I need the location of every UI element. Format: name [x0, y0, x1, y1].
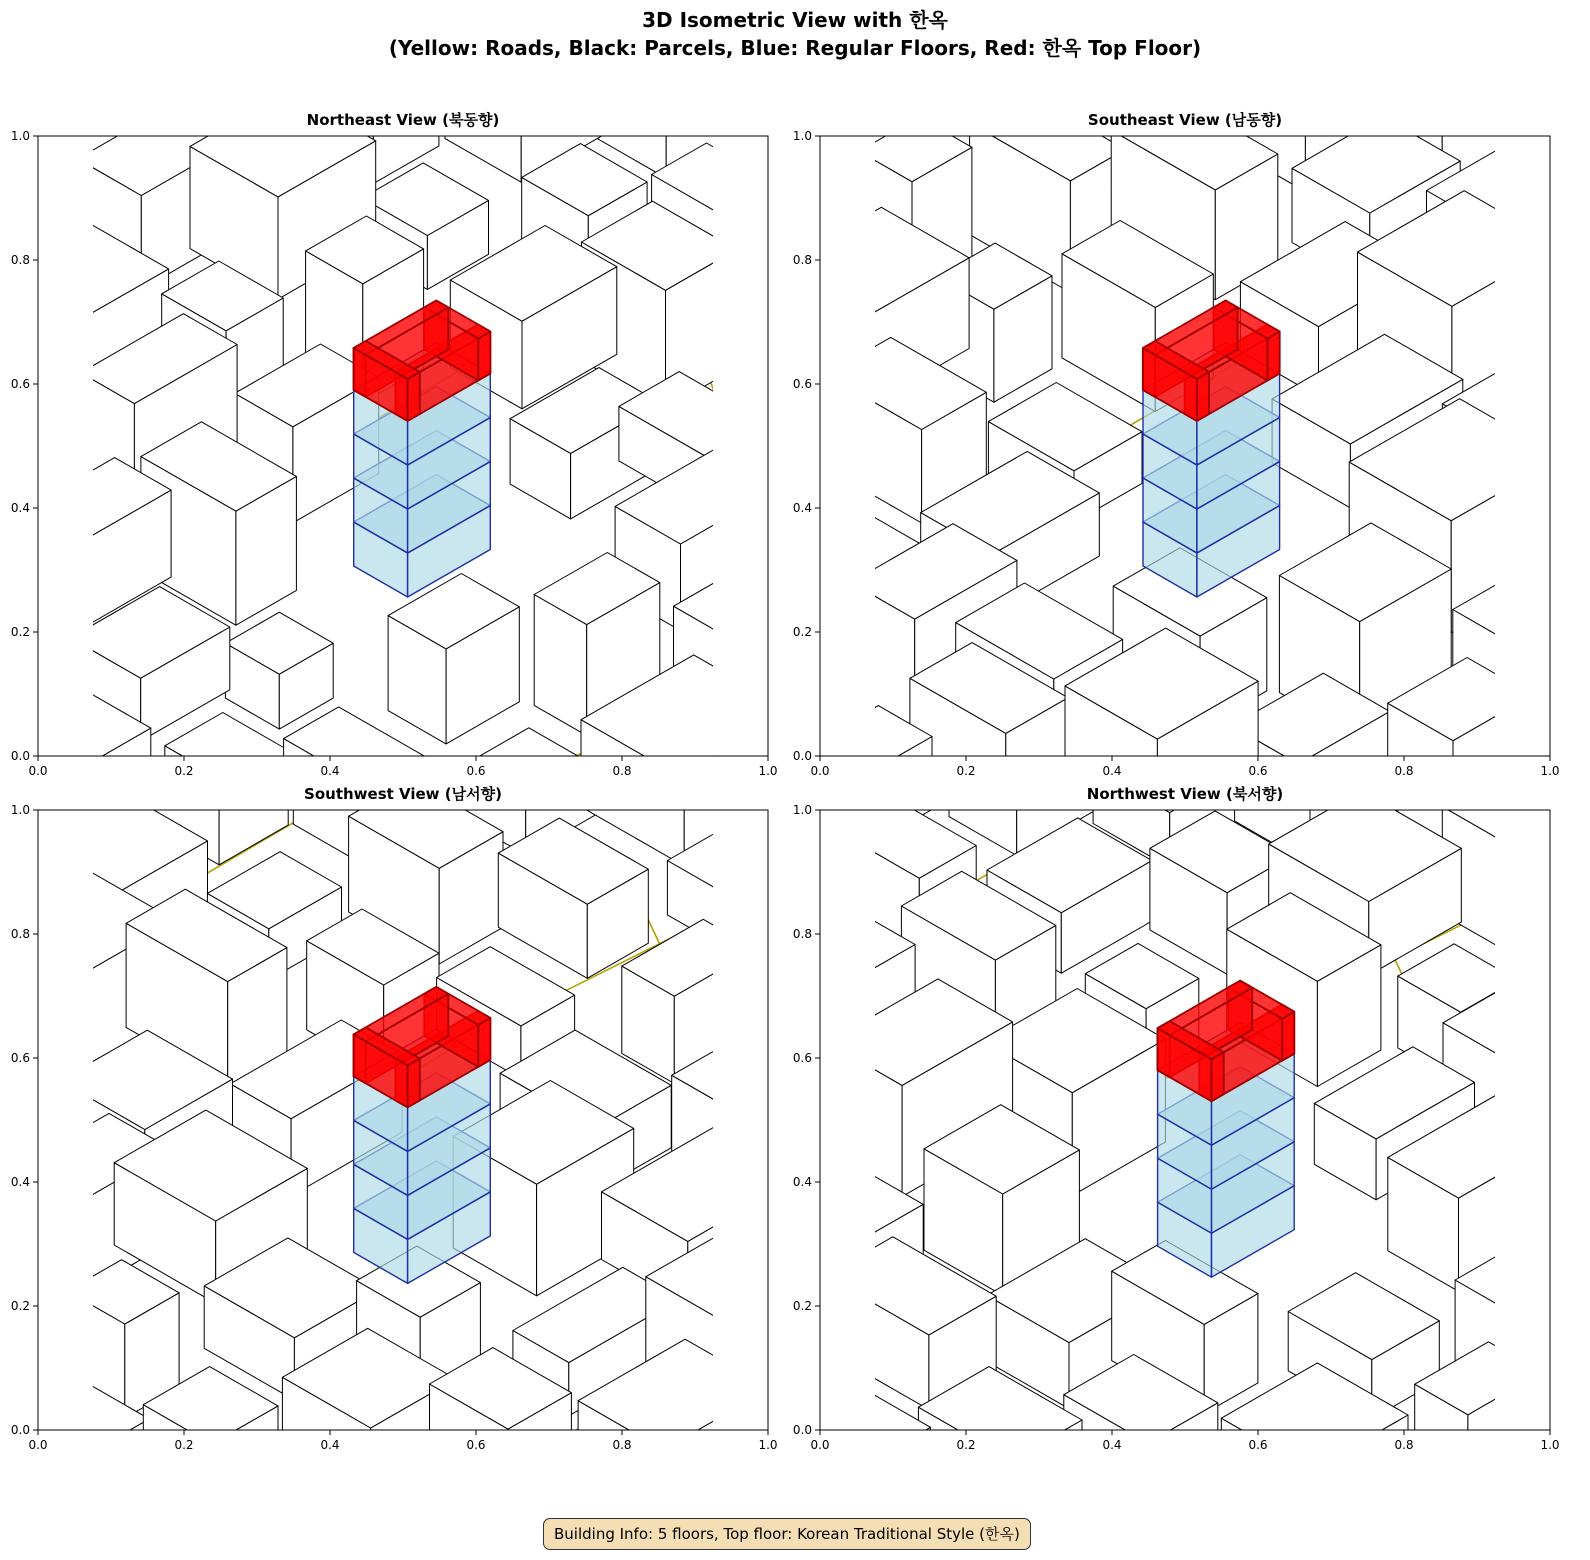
y-tick-label: 0.4: [792, 501, 812, 515]
main-building: [1143, 301, 1280, 598]
y-tick-label: 0.2: [792, 1299, 812, 1313]
x-tick-label: 0.0: [28, 764, 48, 778]
parcel-building: [225, 612, 333, 729]
figure-title-line-1: 3D Isometric View with 한옥: [642, 8, 948, 32]
x-tick-label: 0.0: [810, 1438, 830, 1452]
x-tick-label: 0.0: [810, 764, 830, 778]
panel-northeast-view: [0, 108, 780, 788]
y-tick-label: 0.2: [792, 625, 812, 639]
y-tick-label: 1.0: [792, 803, 812, 817]
panel-southwest-view: [0, 782, 780, 1462]
x-tick-label: 0.8: [1394, 764, 1414, 778]
x-tick-label: 0.8: [612, 764, 632, 778]
panel-southeast-view: [782, 108, 1562, 788]
x-tick-label: 0.8: [1394, 1438, 1414, 1452]
isometric-plot-northwest: [782, 782, 1562, 1462]
x-tick-label: 0.4: [320, 764, 340, 778]
x-tick-label: 0.2: [174, 764, 194, 778]
panel-title: Southeast View (남동향): [1087, 111, 1283, 129]
x-tick-label: 0.4: [1102, 764, 1122, 778]
x-tick-label: 0.0: [28, 1438, 48, 1452]
panel-northwest-view: [782, 782, 1562, 1462]
y-tick-label: 0.0: [10, 749, 30, 763]
x-tick-label: 0.8: [612, 1438, 632, 1452]
y-tick-label: 0.6: [792, 1051, 812, 1065]
panel-title: Northwest View (북서향): [1086, 785, 1284, 803]
x-tick-label: 0.6: [1248, 764, 1268, 778]
parcel-building: [793, 1391, 931, 1528]
y-tick-label: 0.8: [10, 927, 30, 941]
y-tick-label: 0.6: [792, 377, 812, 391]
isometric-plot-southeast: [782, 108, 1562, 788]
x-tick-label: 0.2: [956, 1438, 976, 1452]
y-tick-label: 0.4: [792, 1175, 812, 1189]
x-tick-label: 1.0: [1540, 1438, 1560, 1452]
y-tick-label: 0.0: [792, 1423, 812, 1437]
x-tick-label: 0.2: [956, 764, 976, 778]
panel-title: Northeast View (북동향): [306, 111, 500, 129]
main-building: [354, 987, 491, 1284]
y-tick-label: 0.8: [792, 927, 812, 941]
y-tick-label: 1.0: [10, 803, 30, 817]
y-tick-label: 1.0: [10, 129, 30, 143]
panel-title: Southwest View (남서향): [304, 785, 502, 803]
x-tick-label: 1.0: [758, 1438, 778, 1452]
figure-title-line-2: (Yellow: Roads, Black: Parcels, Blue: Regular Floors, Red: 한옥 Top Floor): [388, 36, 1202, 60]
x-tick-label: 0.4: [320, 1438, 340, 1452]
x-tick-label: 1.0: [758, 764, 778, 778]
isometric-plot-northeast: [0, 108, 780, 788]
y-tick-label: 0.6: [10, 1051, 30, 1065]
parcel-building: [498, 818, 648, 978]
x-tick-label: 0.4: [1102, 1438, 1122, 1452]
building-info-box: Building Info: 5 floors, Top floor: Korean Traditional Style (한옥): [543, 1518, 1031, 1550]
y-tick-label: 0.2: [10, 625, 30, 639]
y-tick-label: 0.8: [10, 253, 30, 267]
y-tick-label: 0.4: [10, 501, 30, 515]
parcel-building: [388, 574, 519, 744]
y-tick-label: 0.8: [792, 253, 812, 267]
y-tick-label: 0.2: [10, 1299, 30, 1313]
scene: [777, 0, 1590, 847]
scene: [0, 0, 830, 848]
y-tick-label: 0.4: [10, 1175, 30, 1189]
isometric-plot-southwest: [0, 782, 780, 1462]
y-tick-label: 0.0: [10, 1423, 30, 1437]
main-building: [354, 301, 491, 598]
y-tick-label: 0.6: [10, 377, 30, 391]
x-tick-label: 0.2: [174, 1438, 194, 1452]
figure-title: [0, 6, 1590, 62]
y-tick-label: 0.0: [792, 749, 812, 763]
y-tick-label: 1.0: [792, 129, 812, 143]
x-tick-label: 0.6: [1248, 1438, 1268, 1452]
x-tick-label: 0.6: [466, 1438, 486, 1452]
x-tick-label: 1.0: [1540, 764, 1560, 778]
main-building: [1157, 981, 1294, 1277]
x-tick-label: 0.6: [466, 764, 486, 778]
